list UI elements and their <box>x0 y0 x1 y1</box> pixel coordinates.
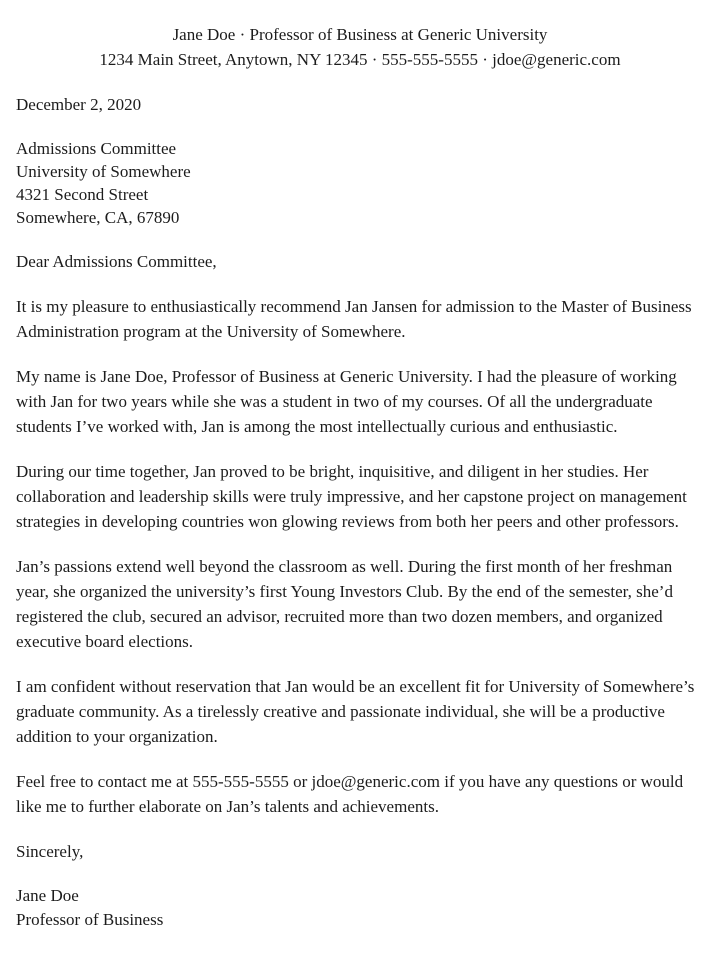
signature-block <box>16 884 704 932</box>
recipient-address <box>16 137 704 229</box>
letterhead-contact-line: 1234 Main Street, Anytown, NY 12345 · 555-555-5555 · jdoe@generic.com <box>99 50 621 69</box>
body-paragraph-5: I am confident without reservation that Jan would be an excellent fit for University of Somewhere’s graduate community. As a tirelessly creative and passionate individual, she will be a productive addition to your organization. <box>16 677 695 746</box>
body-paragraph-3: During our time together, Jan proved to be bright, inquisitive, and diligent in her studies. Her collaboration and leadership skills were truly impressive, and her capstone project on management strategies in developing countries won glowing reviews from both her peers and other professors. <box>16 462 687 531</box>
signature-title: Professor of Business <box>16 910 164 929</box>
signature-name: Jane Doe <box>16 886 79 905</box>
letterhead <box>16 22 704 72</box>
closing: Sincerely, <box>16 842 84 861</box>
body-paragraph-4: Jan’s passions extend well beyond the classroom as well. During the first month of her freshman year, she organized the university’s first Young Investors Club. By the end of the semester, she’d registered the club, secured an advisor, recruited more than two dozen members, and organized executive board elections. <box>16 557 673 651</box>
body-paragraph-1: It is my pleasure to enthusiastically recommend Jan Jansen for admission to the Master of Business Administration program at the University of Somewhere. <box>16 297 692 341</box>
letterhead-name-line: Jane Doe · Professor of Business at Generic University <box>172 25 548 44</box>
recipient-line: Admissions Committee <box>16 139 177 158</box>
salutation: Dear Admissions Committee, <box>16 252 217 271</box>
recipient-line: Somewhere, CA, 67890 <box>16 208 180 227</box>
recipient-line: 4321 Second Street <box>16 185 149 204</box>
date-line: December 2, 2020 <box>16 95 142 114</box>
body-paragraph-6: Feel free to contact me at 555-555-5555 or jdoe@generic.com if you have any questions or would like me to further elaborate on Jan’s talents and achievements. <box>16 772 684 816</box>
recipient-line: University of Somewhere <box>16 162 191 181</box>
body-paragraph-2: My name is Jane Doe, Professor of Business at Generic University. I had the pleasure of working with Jan for two years while she was a student in two of my courses. Of all the undergraduate students I’ve worked with, Jan is among the most intellectually curious and enthusiastic. <box>16 367 677 436</box>
